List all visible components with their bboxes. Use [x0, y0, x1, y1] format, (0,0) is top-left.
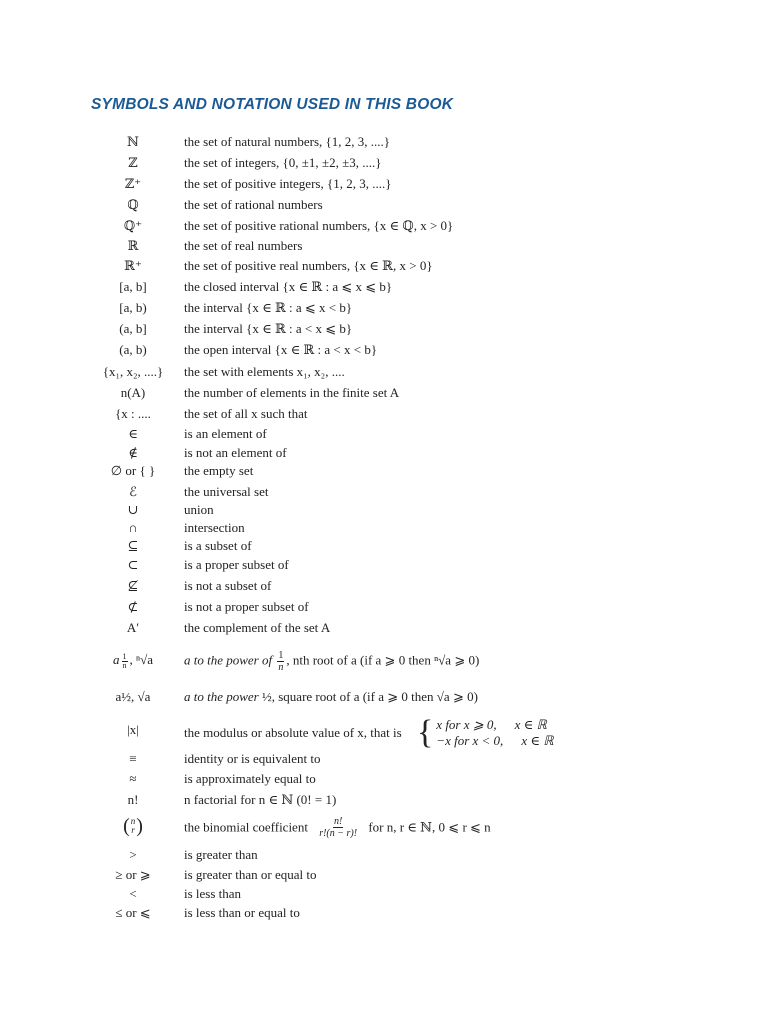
- notation-description: is an element of: [184, 426, 267, 441]
- notation-symbol: (a, b): [119, 342, 147, 357]
- notation-description: the binomial coefficient $\frac{n!}{r!(n - r)!}$ for n, r ∈ ℕ, 0 ⩽ r ⩽ n: [184, 816, 491, 839]
- notation-description: the set of rational numbers: [184, 197, 323, 212]
- notation-description: is not an element of: [184, 445, 287, 460]
- notation-description: the number of elements in the finite set A: [184, 385, 400, 400]
- notation-description: is less than: [184, 886, 242, 901]
- notation-description: is greater than: [184, 847, 258, 862]
- notation-description: the set of positive integers, {1, 2, 3, ....}: [184, 176, 392, 191]
- notation-symbol: ℝ⁺: [124, 258, 142, 273]
- notation-description: is greater than or equal to: [184, 867, 317, 882]
- page-title: SYMBOLS AND NOTATION USED IN THIS BOOK: [91, 96, 454, 113]
- notation-symbol: ℤ⁺: [124, 176, 142, 191]
- notation-symbol: a $\frac{1}{n}$ , ⁿ√a: [113, 651, 153, 670]
- notation-symbol: ≤ or ⩽: [115, 905, 151, 920]
- notation-symbol: ⊂: [127, 557, 139, 572]
- notation-description: the set of real numbers: [184, 238, 303, 253]
- notation-description: the interval {x ∈ ℝ : a < x ⩽ b}: [184, 321, 353, 336]
- notation-symbol: [a, b]: [119, 279, 147, 294]
- notation-symbol: ≥ or ⩾: [115, 867, 151, 882]
- notation-description: the open interval {x ∈ ℝ : a < x < b}: [184, 342, 378, 357]
- notation-description: the set of positive real numbers, {x ∈ ℝ, x > 0}: [184, 258, 433, 273]
- notation-symbol: [a, b): [119, 300, 147, 315]
- notation-description: n factorial for n ∈ ℕ (0! = 1): [184, 792, 337, 807]
- notation-description: union: [184, 502, 214, 517]
- notation-symbol: >: [129, 847, 137, 862]
- notation-description: identity or is equivalent to: [184, 751, 321, 766]
- notation-description: is a proper subset of: [184, 557, 289, 572]
- notation-description: a to the power of $\frac{1}{n}$ , nth root of a (if a ⩾ 0 then ⁿ√a ⩾ 0): [184, 650, 480, 673]
- notation-symbol: {x : ....: [115, 406, 151, 421]
- notation-description: the empty set: [184, 463, 254, 478]
- notation-description: is not a proper subset of: [184, 599, 309, 614]
- notation-description: the set of natural numbers, {1, 2, 3, ....}: [184, 134, 390, 149]
- notation-description: is approximately equal to: [184, 771, 316, 786]
- notation-description: the universal set: [184, 484, 269, 499]
- notation-symbol: n!: [127, 792, 139, 807]
- notation-symbol: A′: [126, 620, 140, 635]
- notation-symbol: <: [129, 886, 137, 901]
- notation-symbol: ∅ or { }: [110, 463, 156, 478]
- notation-description: the set of positive rational numbers, {x ∈ ℚ, x > 0}: [184, 218, 454, 233]
- notation-description: intersection: [184, 520, 245, 535]
- notation-symbol: ≡: [129, 751, 137, 766]
- notation-symbol: a½, √a: [115, 689, 151, 704]
- notation-description: is less than or equal to: [184, 905, 300, 920]
- notation-symbol: ∩: [128, 520, 138, 535]
- notation-symbol: ⊆: [127, 538, 139, 553]
- notation-description: the set of integers, {0, ±1, ±2, ±3, ....}: [184, 155, 382, 170]
- notation-symbol: ( n r ): [123, 815, 143, 837]
- notation-description: the closed interval {x ∈ ℝ : a ⩽ x ⩽ b}: [184, 279, 393, 294]
- notation-symbol: ⊄: [127, 599, 139, 614]
- notation-symbol: ∈: [128, 426, 138, 441]
- notation-symbol: ∉: [128, 445, 138, 460]
- notation-description: a to the power ½, square root of a (if a ⩾ 0 then √a ⩾ 0): [184, 689, 478, 704]
- notation-symbol: |x|: [127, 722, 139, 737]
- notation-description: the complement of the set A: [184, 620, 331, 635]
- notation-description: is not a subset of: [184, 578, 272, 593]
- notation-symbol: ℕ: [127, 134, 139, 149]
- notation-symbol: ℝ: [127, 238, 139, 253]
- notation-symbol: (a, b]: [119, 321, 147, 336]
- notation-symbol: ∪: [127, 502, 139, 517]
- notation-symbol: ⊈: [127, 578, 139, 593]
- notation-symbol: ℤ: [128, 155, 138, 170]
- notation-symbol: ℚ⁺: [123, 218, 143, 233]
- notation-description: is a subset of: [184, 538, 252, 553]
- notation-description: the set of all x such that: [184, 406, 308, 421]
- notation-symbol: ℚ: [127, 197, 139, 212]
- notation-symbol: n(A): [120, 385, 146, 400]
- notation-symbol: ℰ: [129, 484, 137, 499]
- notation-symbol: {x₁, x₂, ....}: [102, 364, 164, 379]
- notation-description: the modulus or absolute value of x, that is { x for x ⩾ 0, x ∈ ℝ −x for x < 0, x ∈ ℝ: [184, 714, 554, 751]
- notation-symbol: ≈: [129, 771, 137, 786]
- notation-description: the interval {x ∈ ℝ : a ⩽ x < b}: [184, 300, 353, 315]
- notation-description: the set with elements x₁, x₂, ....: [184, 364, 345, 379]
